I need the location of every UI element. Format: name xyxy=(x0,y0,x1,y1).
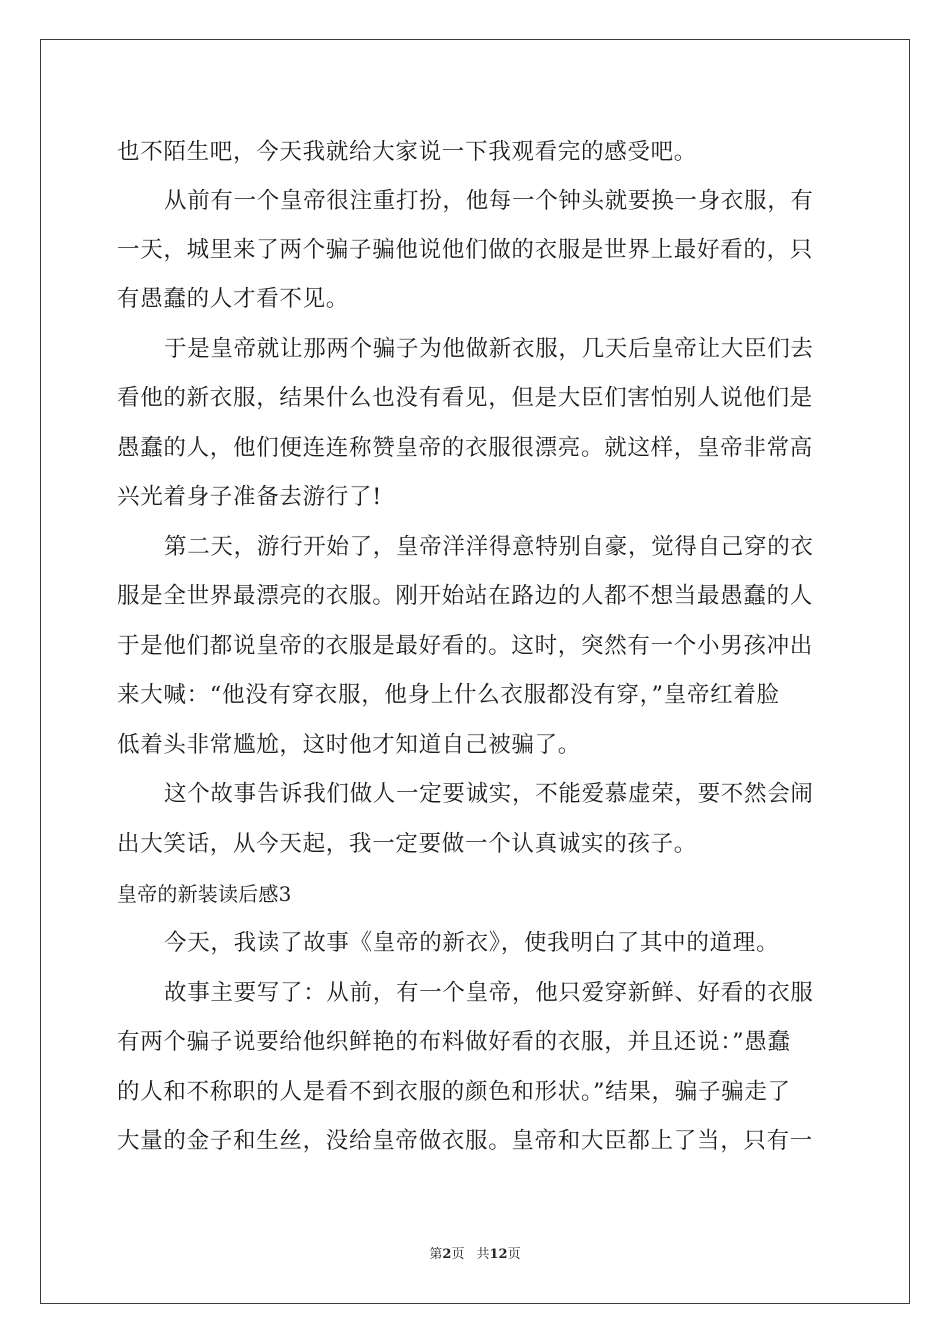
text-line: 愚蠢的人，他们便连连称赞皇帝的衣服很漂亮。就这样，皇帝非常高 xyxy=(117,435,814,461)
section-heading: 皇帝的新装读后感3 xyxy=(117,882,292,906)
page-border xyxy=(40,39,910,1304)
text-line: 故事主要写了：从前，有一个皇帝，他只爱穿新鲜、好看的衣服 xyxy=(164,980,814,1006)
text-line: 于是皇帝就让那两个骗子为他做新衣服，几天后皇帝让大臣们去 xyxy=(164,336,814,362)
page-suffix: 页 xyxy=(451,1247,465,1262)
text-line: 第二天，游行开始了，皇帝洋洋得意特别自豪，觉得自己穿的衣 xyxy=(164,534,814,560)
page-footer xyxy=(0,1246,950,1264)
page-prefix: 第 xyxy=(429,1247,443,1262)
text-line: 看他的新衣服，结果什么也没有看见，但是大臣们害怕别人说他们是 xyxy=(117,385,814,411)
total-suffix: 页 xyxy=(507,1247,521,1262)
text-line: 低着头非常尴尬，这时他才知道自己被骗了。 xyxy=(117,732,582,758)
page-total: 12 xyxy=(489,1247,508,1262)
text-line: 从前有一个皇帝很注重打扮，他每一个钟头就要换一身衣服，有 xyxy=(164,188,814,214)
text-line: 也不陌生吧，今天我就给大家说一下我观看完的感受吧。 xyxy=(117,139,698,165)
text-line: 兴光着身子准备去游行了! xyxy=(117,484,382,510)
text-line: 的人和不称职的人是看不到衣服的颜色和形状。”结果，骗子骗走了 xyxy=(117,1079,791,1105)
text-line: 大量的金子和生丝，没给皇帝做衣服。皇帝和大臣都上了当，只有一 xyxy=(117,1128,814,1154)
text-line: 这个故事告诉我们做人一定要诚实，不能爱慕虚荣，要不然会闹 xyxy=(164,781,814,807)
text-line: 来大喊：“他没有穿衣服，他身上什么衣服都没有穿，”皇帝红着脸 xyxy=(117,682,780,708)
text-line: 出大笑话，从今天起，我一定要做一个认真诚实的孩子。 xyxy=(117,831,698,857)
total-prefix: 共 xyxy=(476,1247,490,1262)
text-line: 有两个骗子说要给他织鲜艳的布料做好看的衣服，并且还说：”愚蠢 xyxy=(117,1029,791,1055)
page-current: 2 xyxy=(442,1247,452,1262)
text-line: 于是他们都说皇帝的衣服是最好看的。这时，突然有一个小男孩冲出 xyxy=(117,633,814,659)
text-line: 今天，我读了故事《皇帝的新衣》，使我明白了其中的道理。 xyxy=(164,930,780,956)
text-line: 服是全世界最漂亮的衣服。刚开始站在路边的人都不想当最愚蠢的人 xyxy=(117,583,814,609)
text-line: 一天，城里来了两个骗子骗他说他们做的衣服是世界上最好看的，只 xyxy=(117,237,814,263)
text-line: 有愚蠢的人才看不见。 xyxy=(117,286,350,312)
